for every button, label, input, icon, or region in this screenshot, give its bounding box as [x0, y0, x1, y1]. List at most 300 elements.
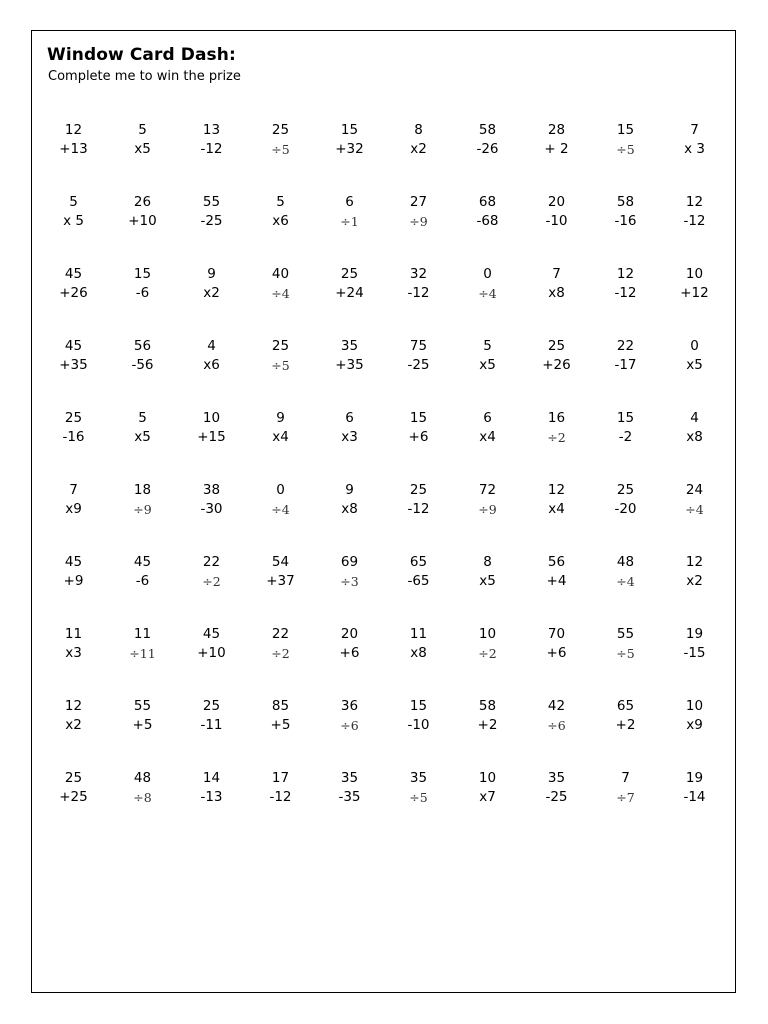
problem-operand: 0 [276, 482, 285, 498]
math-problem [453, 193, 522, 265]
math-problem [246, 481, 315, 553]
math-problem [108, 265, 177, 337]
problem-operand: 25 [64, 410, 83, 426]
math-problem [591, 409, 660, 481]
problem-row [39, 193, 729, 265]
worksheet-title: Window Card Dash: [47, 45, 236, 65]
problem-operation: -35 [338, 789, 361, 805]
math-problem [591, 553, 660, 625]
math-problem [108, 625, 177, 697]
problem-operation: x2 [65, 717, 82, 733]
math-problem [384, 769, 453, 841]
problem-row [39, 769, 729, 841]
problem-operation: ÷4 [478, 286, 497, 301]
problem-operand: 25 [340, 266, 359, 282]
math-problem [522, 769, 591, 841]
math-problem [660, 625, 729, 697]
math-problem [591, 625, 660, 697]
math-problem [453, 121, 522, 193]
math-problem [108, 121, 177, 193]
problem-operation: x4 [479, 429, 496, 445]
math-problem [453, 265, 522, 337]
problem-operand: 38 [202, 482, 221, 498]
problem-operation: -11 [200, 717, 223, 733]
problem-operand: 20 [547, 194, 566, 210]
problem-operation: x5 [479, 357, 496, 373]
problem-operation: -12 [407, 285, 430, 301]
problem-operand: 25 [547, 338, 566, 354]
math-problem [177, 481, 246, 553]
math-problem [39, 265, 108, 337]
math-problem [591, 193, 660, 265]
math-problem [177, 193, 246, 265]
problem-operand: 22 [271, 626, 290, 642]
problem-operand: 56 [547, 554, 566, 570]
problem-operand: 72 [478, 482, 497, 498]
math-problem [453, 625, 522, 697]
problem-operand: 5 [138, 410, 147, 426]
math-problem [177, 553, 246, 625]
problem-operation: x2 [410, 141, 427, 157]
math-problem [384, 409, 453, 481]
problem-operand: 45 [133, 554, 152, 570]
problem-operation: -16 [614, 213, 637, 229]
problem-operand: 11 [133, 626, 152, 642]
problem-operation: -25 [407, 357, 430, 373]
math-problem [246, 553, 315, 625]
problem-operand: 20 [340, 626, 359, 642]
problem-operand: 10 [478, 626, 497, 642]
problem-operand: 55 [202, 194, 221, 210]
problem-operand: 45 [64, 338, 83, 354]
problem-operation: +35 [335, 357, 364, 373]
problem-row [39, 697, 729, 769]
problem-operand: 12 [685, 194, 704, 210]
problem-operand: 0 [690, 338, 699, 354]
problem-operand: 7 [621, 770, 630, 786]
problem-operation: ÷2 [547, 430, 566, 445]
problem-operand: 65 [409, 554, 428, 570]
math-problem [39, 337, 108, 409]
math-problem [246, 337, 315, 409]
math-problem [39, 193, 108, 265]
problem-operand: 16 [547, 410, 566, 426]
worksheet-subtitle: Complete me to win the prize [48, 69, 241, 84]
problem-operation: x 3 [684, 141, 705, 157]
math-problem [522, 121, 591, 193]
math-problem [39, 409, 108, 481]
math-problem [660, 193, 729, 265]
problem-operation: -12 [200, 141, 223, 157]
problem-operand: 19 [685, 770, 704, 786]
problem-operation: +35 [59, 357, 88, 373]
math-problem [453, 769, 522, 841]
math-problem [315, 769, 384, 841]
problem-operation: +10 [197, 645, 226, 661]
math-problem [39, 697, 108, 769]
problem-row [39, 553, 729, 625]
problem-operation: +6 [408, 429, 429, 445]
problem-operation: +25 [59, 789, 88, 805]
problem-operation: +4 [546, 573, 567, 589]
problem-operand: 45 [64, 554, 83, 570]
math-problem [522, 193, 591, 265]
math-problem [108, 337, 177, 409]
math-problem [315, 265, 384, 337]
worksheet-page [31, 30, 736, 993]
problem-operand: 12 [64, 698, 83, 714]
problem-operand: 24 [685, 482, 704, 498]
problem-operation: x9 [65, 501, 82, 517]
math-problem [453, 337, 522, 409]
problem-operand: 85 [271, 698, 290, 714]
problem-operation: x6 [203, 357, 220, 373]
math-problem [591, 337, 660, 409]
problem-operation: +37 [266, 573, 295, 589]
problem-operation: x8 [548, 285, 565, 301]
problem-operand: 4 [207, 338, 216, 354]
problem-operation: ÷8 [133, 790, 152, 805]
problem-operand: 48 [133, 770, 152, 786]
problem-operand: 11 [409, 626, 428, 642]
problem-operand: 65 [616, 698, 635, 714]
problem-operand: 25 [409, 482, 428, 498]
problem-operation: ÷6 [547, 718, 566, 733]
problem-operation: +6 [546, 645, 567, 661]
math-problem [315, 625, 384, 697]
problem-row [39, 625, 729, 697]
problem-operand: 15 [616, 122, 635, 138]
problem-operation: -12 [614, 285, 637, 301]
problem-operand: 56 [133, 338, 152, 354]
math-problem [246, 193, 315, 265]
problem-operand: 40 [271, 266, 290, 282]
problem-operand: 9 [276, 410, 285, 426]
problem-operation: x9 [686, 717, 703, 733]
math-problem [315, 121, 384, 193]
problem-operand: 11 [64, 626, 83, 642]
problem-operand: 55 [616, 626, 635, 642]
problem-operation: -56 [131, 357, 154, 373]
problem-operation: ÷2 [202, 574, 221, 589]
math-problem [315, 553, 384, 625]
problem-operation: +9 [63, 573, 84, 589]
math-problem [591, 481, 660, 553]
problem-operand: 35 [340, 338, 359, 354]
problem-operation: ÷7 [616, 790, 635, 805]
math-problem [384, 265, 453, 337]
problem-operand: 15 [340, 122, 359, 138]
problem-operation: x8 [686, 429, 703, 445]
problem-operation: x2 [203, 285, 220, 301]
problem-operand: 5 [276, 194, 285, 210]
math-problem [177, 337, 246, 409]
problem-operation: -17 [614, 357, 637, 373]
problem-operand: 45 [64, 266, 83, 282]
problem-operation: ÷5 [271, 142, 290, 157]
problem-row [39, 409, 729, 481]
math-problem [177, 697, 246, 769]
problem-operation: +15 [197, 429, 226, 445]
problem-operand: 69 [340, 554, 359, 570]
problem-operand: 18 [133, 482, 152, 498]
math-problem [660, 481, 729, 553]
problem-operation: -10 [407, 717, 430, 733]
math-problem [108, 553, 177, 625]
problem-operand: 10 [478, 770, 497, 786]
problem-operation: -12 [683, 213, 706, 229]
problem-operation: x3 [341, 429, 358, 445]
problem-row [39, 265, 729, 337]
math-problem [384, 337, 453, 409]
math-problem [384, 193, 453, 265]
problem-row [39, 481, 729, 553]
problem-operation: x 5 [63, 213, 84, 229]
problem-operand: 35 [409, 770, 428, 786]
problem-operation: ÷5 [616, 142, 635, 157]
problem-operand: 25 [64, 770, 83, 786]
problem-operand: 58 [478, 698, 497, 714]
problem-operand: 26 [133, 194, 152, 210]
math-problem [177, 409, 246, 481]
problem-operand: 5 [483, 338, 492, 354]
problem-operand: 5 [69, 194, 78, 210]
problem-operation: ÷4 [616, 574, 635, 589]
problem-operand: 19 [685, 626, 704, 642]
problem-operation: +26 [542, 357, 571, 373]
math-problem [246, 121, 315, 193]
problem-operand: 14 [202, 770, 221, 786]
problem-operand: 54 [271, 554, 290, 570]
problem-operation: -14 [683, 789, 706, 805]
math-problem [522, 481, 591, 553]
problem-operand: 27 [409, 194, 428, 210]
math-problem [522, 409, 591, 481]
problem-operation: x4 [548, 501, 565, 517]
problem-operand: 58 [478, 122, 497, 138]
math-problem [246, 265, 315, 337]
problem-operation: x4 [272, 429, 289, 445]
problem-operation: -20 [614, 501, 637, 517]
math-problem [177, 265, 246, 337]
math-problem [384, 553, 453, 625]
math-problem [108, 697, 177, 769]
problem-operand: 0 [483, 266, 492, 282]
math-problem [522, 337, 591, 409]
math-problem [591, 697, 660, 769]
math-problem [384, 697, 453, 769]
problem-operand: 15 [409, 698, 428, 714]
problem-operand: 5 [138, 122, 147, 138]
problem-operation: -15 [683, 645, 706, 661]
problem-operation: +10 [128, 213, 157, 229]
problem-operand: 15 [616, 410, 635, 426]
math-problem [453, 409, 522, 481]
math-problem [660, 553, 729, 625]
math-problem [660, 697, 729, 769]
problem-operation: ÷9 [478, 502, 497, 517]
math-problem [660, 769, 729, 841]
problem-operation: x2 [686, 573, 703, 589]
problem-operand: 6 [483, 410, 492, 426]
math-problem [108, 409, 177, 481]
problem-operand: 25 [202, 698, 221, 714]
problem-operand: 25 [616, 482, 635, 498]
math-problem [591, 265, 660, 337]
problem-operand: 7 [552, 266, 561, 282]
problem-operation: ÷9 [133, 502, 152, 517]
math-problem [108, 769, 177, 841]
problem-operand: 45 [202, 626, 221, 642]
problem-operation: ÷4 [271, 502, 290, 517]
problem-operation: ÷2 [478, 646, 497, 661]
problem-operand: 68 [478, 194, 497, 210]
problem-operation: x8 [410, 645, 427, 661]
math-problem [246, 769, 315, 841]
problem-operand: 70 [547, 626, 566, 642]
problem-operand: 12 [616, 266, 635, 282]
problem-operation: ÷11 [129, 646, 156, 661]
problem-operation: -30 [200, 501, 223, 517]
problem-operation: ÷4 [685, 502, 704, 517]
problem-operation: ÷2 [271, 646, 290, 661]
math-problem [108, 481, 177, 553]
problem-operation: ÷9 [409, 214, 428, 229]
math-problem [453, 553, 522, 625]
problem-operand: 7 [690, 122, 699, 138]
math-problem [315, 193, 384, 265]
problem-operand: 22 [616, 338, 635, 354]
math-problem [177, 769, 246, 841]
math-problem [108, 193, 177, 265]
problem-operation: ÷4 [271, 286, 290, 301]
problem-operation: -6 [135, 285, 150, 301]
problem-operand: 15 [133, 266, 152, 282]
problem-row [39, 337, 729, 409]
problem-operand: 10 [685, 266, 704, 282]
problem-operation: + 2 [544, 141, 569, 157]
problem-operation: x5 [134, 429, 151, 445]
problem-operand: 15 [409, 410, 428, 426]
problem-operand: 58 [616, 194, 635, 210]
problem-operand: 13 [202, 122, 221, 138]
problem-operation: ÷6 [340, 718, 359, 733]
problem-operation: +13 [59, 141, 88, 157]
math-problem [315, 409, 384, 481]
problem-operand: 28 [547, 122, 566, 138]
problem-operation: x5 [479, 573, 496, 589]
problem-operation: +5 [270, 717, 291, 733]
math-problem [39, 769, 108, 841]
math-problem [315, 481, 384, 553]
problem-operand: 12 [547, 482, 566, 498]
problem-operand: 32 [409, 266, 428, 282]
math-problem [522, 625, 591, 697]
math-problem [522, 697, 591, 769]
math-problem [246, 697, 315, 769]
math-problem [522, 553, 591, 625]
problem-operation: ÷5 [271, 358, 290, 373]
math-problem [660, 337, 729, 409]
math-problem [315, 337, 384, 409]
problem-operation: -65 [407, 573, 430, 589]
problem-grid [39, 121, 729, 841]
problem-operation: ÷5 [616, 646, 635, 661]
problem-operation: -13 [200, 789, 223, 805]
problem-operation: ÷1 [340, 214, 359, 229]
math-problem [522, 265, 591, 337]
problem-operand: 75 [409, 338, 428, 354]
problem-operation: -6 [135, 573, 150, 589]
math-problem [39, 121, 108, 193]
math-problem [591, 121, 660, 193]
problem-operation: x5 [134, 141, 151, 157]
problem-operand: 12 [685, 554, 704, 570]
problem-operation: -68 [476, 213, 499, 229]
problem-operand: 55 [133, 698, 152, 714]
problem-operand: 9 [345, 482, 354, 498]
problem-operation: -16 [62, 429, 85, 445]
problem-row [39, 121, 729, 193]
math-problem [453, 697, 522, 769]
problem-operand: 8 [483, 554, 492, 570]
problem-operation: -25 [545, 789, 568, 805]
problem-operand: 7 [69, 482, 78, 498]
problem-operand: 35 [340, 770, 359, 786]
problem-operand: 42 [547, 698, 566, 714]
problem-operation: -2 [618, 429, 633, 445]
problem-operation: +2 [477, 717, 498, 733]
math-problem [384, 481, 453, 553]
problem-operand: 6 [345, 410, 354, 426]
problem-operation: ÷5 [409, 790, 428, 805]
math-problem [39, 625, 108, 697]
problem-operation: +5 [132, 717, 153, 733]
problem-operand: 48 [616, 554, 635, 570]
math-problem [660, 409, 729, 481]
problem-operation: +6 [339, 645, 360, 661]
problem-operation: x5 [686, 357, 703, 373]
problem-operation: -10 [545, 213, 568, 229]
problem-operand: 25 [271, 122, 290, 138]
problem-operand: 22 [202, 554, 221, 570]
math-problem [384, 121, 453, 193]
math-problem [246, 625, 315, 697]
problem-operation: -12 [269, 789, 292, 805]
problem-operation: -25 [200, 213, 223, 229]
math-problem [39, 553, 108, 625]
math-problem [660, 265, 729, 337]
problem-operand: 17 [271, 770, 290, 786]
problem-operation: +32 [335, 141, 364, 157]
problem-operand: 25 [271, 338, 290, 354]
problem-operation: -12 [407, 501, 430, 517]
math-problem [591, 769, 660, 841]
problem-operation: +26 [59, 285, 88, 301]
problem-operation: +24 [335, 285, 364, 301]
math-problem [177, 625, 246, 697]
math-problem [39, 481, 108, 553]
problem-operation: x7 [479, 789, 496, 805]
problem-operand: 36 [340, 698, 359, 714]
problem-operand: 4 [690, 410, 699, 426]
problem-operand: 35 [547, 770, 566, 786]
problem-operand: 10 [685, 698, 704, 714]
math-problem [660, 121, 729, 193]
problem-operand: 10 [202, 410, 221, 426]
problem-operand: 12 [64, 122, 83, 138]
problem-operand: 8 [414, 122, 423, 138]
